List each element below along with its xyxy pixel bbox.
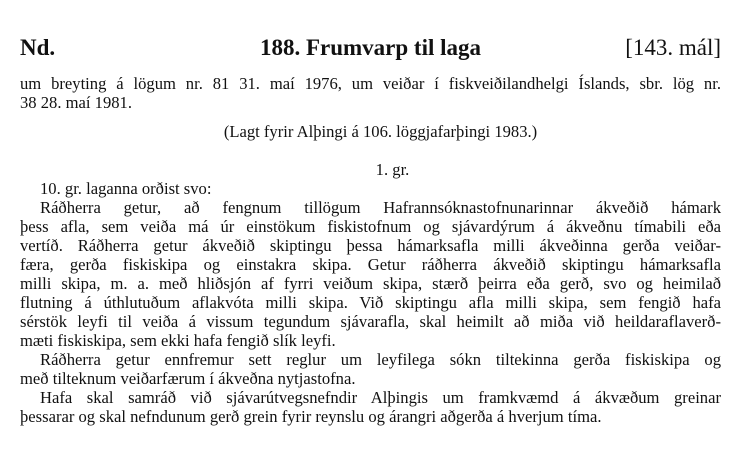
paragraph-line: þessarar og skal nefndunum gerð grein fyrir reynslu og árangri aðgerða á hverjum tíma.: [20, 407, 602, 426]
document-header: [20, 34, 721, 74]
paragraph-line: sérstök leyfi til veiða á vissum tegundum sjávarafla, skal heimilt að miða við heildaraflaverð-: [20, 312, 721, 331]
paragraph-line: færa, gerða fiskiskipa og einstakra skipa. Getur ráðherra ákveðið skiptingu hámarksafla: [20, 255, 721, 274]
case-number: [143. mál]: [625, 35, 721, 60]
subtitle-line: 38 28. maí 1981.: [20, 93, 132, 112]
submission-note: (Lagt fyrir Alþingi á 106. löggjafarþingi 1983.): [223, 122, 538, 141]
paragraph-line: vertíð. Ráðherra getur ákveðið skiptingu þessa hámarksafla milli ákveðinna gerða veiðar-: [20, 236, 721, 255]
article-paragraph-2: [20, 350, 721, 388]
bill-subtitle: [20, 74, 721, 112]
article-intro: [20, 179, 721, 198]
paragraph-line: flutning á úthlutuðum aflakvóta milli skipa. Við skiptingu afla milli skipa, sem fengið hafa: [20, 293, 721, 312]
paragraph-line: Ráðherra getur ennfremur sett reglur um leyfilega sókn tiltekinna gerða fiskiskipa og: [40, 350, 721, 369]
document-page: [20, 0, 721, 426]
intro-line: 10. gr. laganna orðist svo:: [40, 179, 212, 198]
paragraph-line: Ráðherra getur, að fengnum tillögum Hafrannsóknastofnunarinnar ákveðið hámark: [40, 198, 721, 217]
article-number: 1. gr.: [375, 160, 410, 179]
paragraph-line: Hafa skal samráð við sjávarútvegsnefndir Alþingis um framkvæmd á ákvæðum greinar: [40, 388, 721, 407]
paragraph-line: milli skipa, m. a. með hliðsjón af fyrri veiðum skipa, stærð þeirra eða gerð, svo og heimilað: [20, 274, 721, 293]
subtitle-line: um breyting á lögum nr. 81 31. maí 1976, um veiðar í fiskveiðilandhelgi Íslands, sbr. lög nr.: [20, 74, 721, 93]
document-title: 188. Frumvarp til laga: [259, 35, 482, 60]
paragraph-line: þess afla, sem veiða má úr einstökum fiskistofnum og sjávardýrum á ákveðnu tímabili eða: [20, 217, 721, 236]
article-paragraph-1: [20, 198, 721, 350]
paragraph-line: mæti fiskiskipa, sem ekki hafa fengið slík leyfi.: [20, 331, 336, 350]
article-paragraph-3: [20, 388, 721, 426]
paragraph-line: með tilteknum veiðarfærum í ákveðna nytjastofna.: [20, 369, 356, 388]
document-type-label: Nd.: [20, 35, 56, 60]
